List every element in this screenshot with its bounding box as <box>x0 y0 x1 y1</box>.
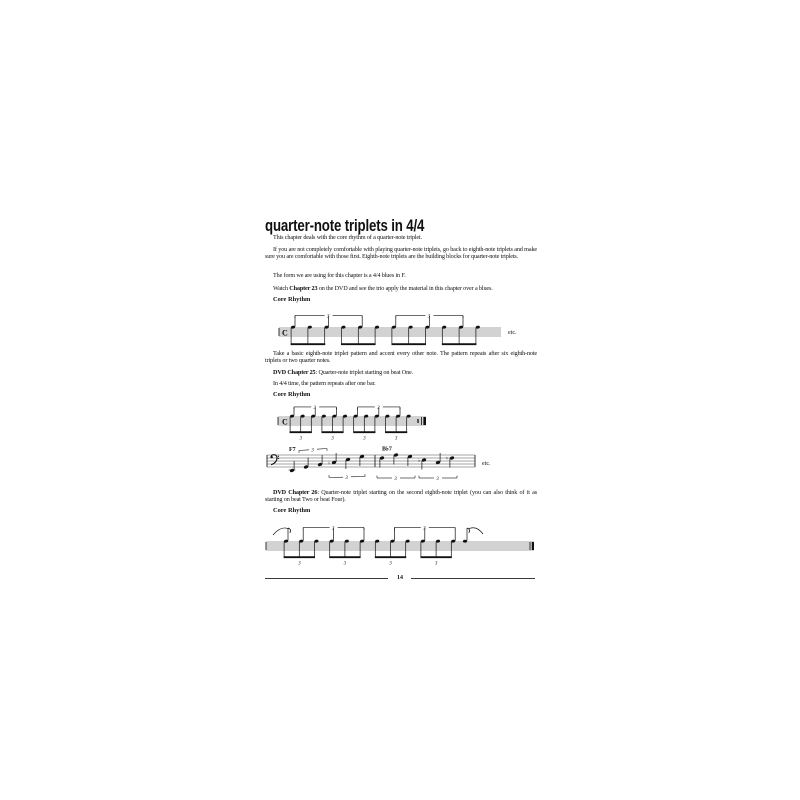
svg-text:3: 3 <box>343 561 347 567</box>
dvd26-label: DVD Chapter 26 <box>273 489 318 496</box>
svg-text:3: 3 <box>427 314 431 320</box>
svg-text:3: 3 <box>298 561 301 567</box>
core-rhythm-heading-1: Core Rhythm <box>273 295 311 303</box>
svg-text:F7: F7 <box>289 447 296 453</box>
watch-chapter-ref: Chapter 23 <box>289 285 318 292</box>
watch-suffix: on the DVD and see the trio apply the material in this chapter over a blues. <box>317 285 493 292</box>
intro-paragraph-2: If you are not completely comfortable with playing quarter-note triplets, go back to eighth-note triplets and make sure you are comfortable with those first. Eighth-note triplets are the building blocks for quarter-note triplets. <box>265 246 537 261</box>
take-basic-paragraph: Take a basic eighth-note triplet pattern and accent every other note. The pattern repeats after six eighth-note triplets or two quarter notes. <box>265 350 537 365</box>
svg-text:3: 3 <box>299 436 303 442</box>
in-44-time-line: In 4/4 time, the pattern repeats after one bar. <box>273 379 376 387</box>
core-rhythm-notation-3 <box>265 518 537 571</box>
core-rhythm-notation-1 <box>265 304 537 350</box>
svg-text:C: C <box>282 417 288 427</box>
svg-text:3: 3 <box>389 561 392 567</box>
chapter-title-text: quarter-note triplets in 4/4 <box>265 216 425 236</box>
dvd25-text: : Quarter-note triplet starting on beat One. <box>315 368 414 376</box>
svg-text:3: 3 <box>363 436 366 442</box>
svg-text:C: C <box>282 328 288 338</box>
svg-text:3: 3 <box>311 448 314 454</box>
svg-text:♮: ♮ <box>446 457 448 462</box>
intro-paragraph-1: This chapter deals with the core rhythm of a quarter-note triplet. <box>273 234 422 241</box>
svg-text:3: 3 <box>331 436 334 442</box>
svg-text:♭: ♭ <box>418 459 421 464</box>
dvd-chapter-26-line <box>265 489 537 504</box>
svg-text:3: 3 <box>345 475 348 481</box>
dvd26-text: : Quarter-note triplet starting on the second eighth-note triplet (you can also think of it as starting on beat Two or beat Four). <box>265 489 537 504</box>
svg-text:3: 3 <box>332 526 335 532</box>
svg-text:3: 3 <box>327 314 330 320</box>
intro-paragraph-3: The form we are using for this chapter is a 4/4 blues in F. <box>273 271 406 279</box>
svg-text:3: 3 <box>423 526 426 532</box>
svg-text:B♭7: B♭7 <box>382 446 392 453</box>
music-staff-bass-clef-blues <box>265 444 537 487</box>
music-staff-eighth-triplets <box>265 304 537 350</box>
svg-text:3: 3 <box>313 405 317 411</box>
svg-text:♭: ♭ <box>328 461 331 467</box>
core-rhythm-heading-3: Core Rhythm <box>273 507 311 514</box>
svg-text:etc.: etc. <box>482 461 491 467</box>
svg-text:etc.: etc. <box>508 330 517 336</box>
svg-text:3: 3 <box>394 476 397 482</box>
page-number: 14 <box>397 574 403 581</box>
music-staff-quarter-triplet-offset <box>265 518 537 571</box>
svg-text:3: 3 <box>395 436 398 442</box>
bass-line-notation <box>265 444 537 487</box>
svg-text:3: 3 <box>435 561 438 567</box>
watch-dvd-paragraph <box>265 285 537 292</box>
dvd25-label: DVD Chapter 25 <box>273 368 316 376</box>
core-rhythm-heading-2: Core Rhythm <box>273 390 311 398</box>
dvd-chapter-25-line <box>265 369 537 376</box>
watch-prefix: Watch <box>273 285 290 292</box>
svg-text:3: 3 <box>436 476 439 482</box>
svg-text:3: 3 <box>377 405 380 411</box>
